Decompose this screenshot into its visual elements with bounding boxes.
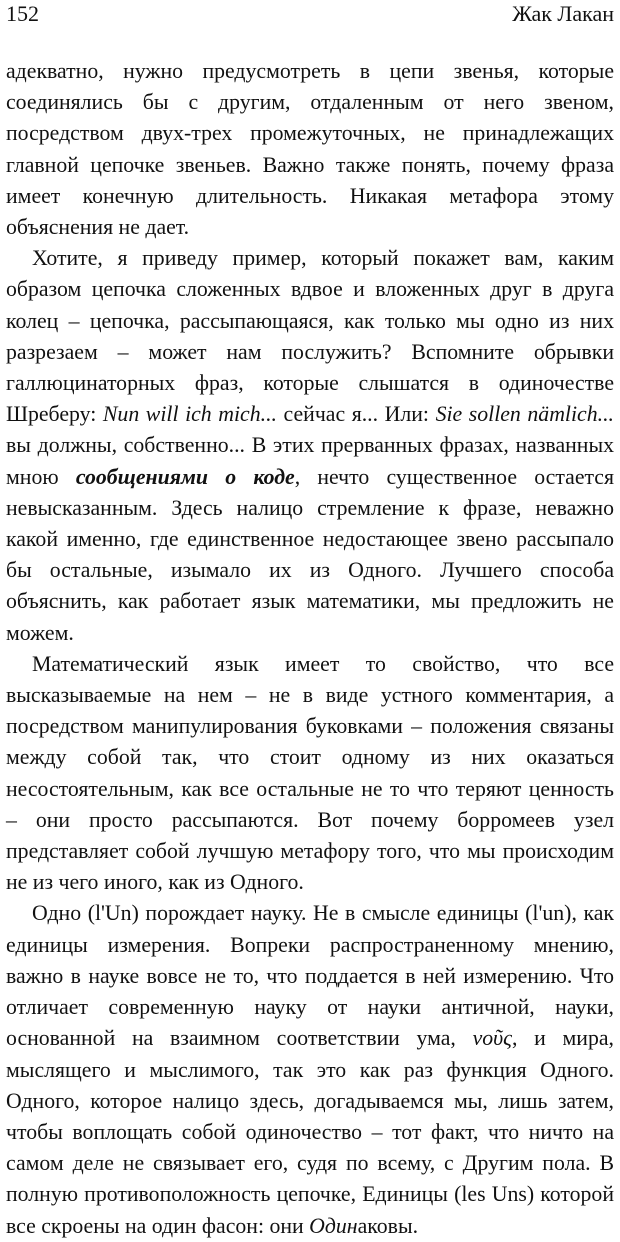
page-number: 152 xyxy=(6,1,39,26)
paragraph-1 xyxy=(6,56,614,243)
paragraph-4-text-b: , и мира, мыслящего и мыслимого, так это как раз функция Одного. Одного, которое налицо здесь, догадываемся мы, лишь затем, чтобы воплощать собой одиночество – тот факт, что ничто на самом деле не связывает его, судя по всему, с Другим пола. В полную противоположность цепочке, Единицы (les Uns) которой все скроены на один фасон: они xyxy=(6,1026,614,1238)
paragraph-2 xyxy=(6,243,614,649)
paragraph-2-text-b: сейчас я... Или: xyxy=(276,402,436,427)
paragraph-1-text: адекватно, нужно предусмотреть в цепи звенья, которые соединялись бы с другим, отдаленным от него звеном, посредством двух-трех промежуточных, не принадлежащих главной цепочке звеньев. Важно также понять, почему фраза имеет конечную длительность. Никакая метафора этому объяснения не дает. xyxy=(6,59,614,240)
paragraph-3-text: Математический язык имеет то свойство, что все высказываемые на нем – не в виде устного комментария, а посредством манипулирования буковками – положения связаны между собой так, что стоит одному из них оказаться несостоятельным, как все остальные не то что теряют ценность – они просто рассыпаются. Вот почему борромеев узел представляет собой лучшую метафору того, что мы происходим не из чего иного, как из Одного. xyxy=(6,651,614,895)
paragraph-2-german-quote-1: Nun will ich mich... xyxy=(102,402,277,427)
paragraph-4-emphasis: Один xyxy=(309,1213,358,1238)
paragraph-3 xyxy=(6,649,614,899)
paragraph-2-text-d: , нечто существенное остается невысказанным. Здесь налицо стремление к фразе, неважно какой именно, где единственное недостающее звено рассыпало бы остальные, изымало их из Одного. Лучшего способа объяснить, как работает язык математики, мы предложить не можем. xyxy=(6,464,614,645)
paragraph-4-text-a: Одно (l'Un) порождает науку. Не в смысле единицы (l'un), как единицы измерения. Вопреки распространенному мнению, важно в науке вовсе не то, что поддается в ней измерению. Что отличает современную науку от науки античной, науки, основанной на взаимном соответствии ума, xyxy=(6,901,614,1051)
running-head-author: Жак Лакан xyxy=(512,1,614,26)
paragraph-2-emphasis: сообщениями о коде xyxy=(75,464,295,489)
paragraph-2-text-c: вы должны, собственно... В этих прерванных фразах, названных мною xyxy=(6,433,614,489)
paragraph-2-german-quote-2: Sie sollen nämlich... xyxy=(435,402,614,427)
paragraph-4-greek-word: νοῦς xyxy=(472,1026,513,1051)
paragraph-4-text-c: аковы. xyxy=(357,1213,419,1238)
paragraph-4 xyxy=(6,898,614,1241)
page-header xyxy=(6,2,614,26)
paragraph-2-text-a: Хотите, я приведу пример, который покажет вам, каким образом цепочка сложенных вдвое и вложенных друг в друга колец – цепочка, рассыпающаяся, как только мы одно из них разрезаем – может нам послужить? Вспомните обрывки галлюцинаторных фраз, которые слышатся в одиночестве Шреберу: xyxy=(6,246,614,427)
page-body xyxy=(6,56,614,1242)
